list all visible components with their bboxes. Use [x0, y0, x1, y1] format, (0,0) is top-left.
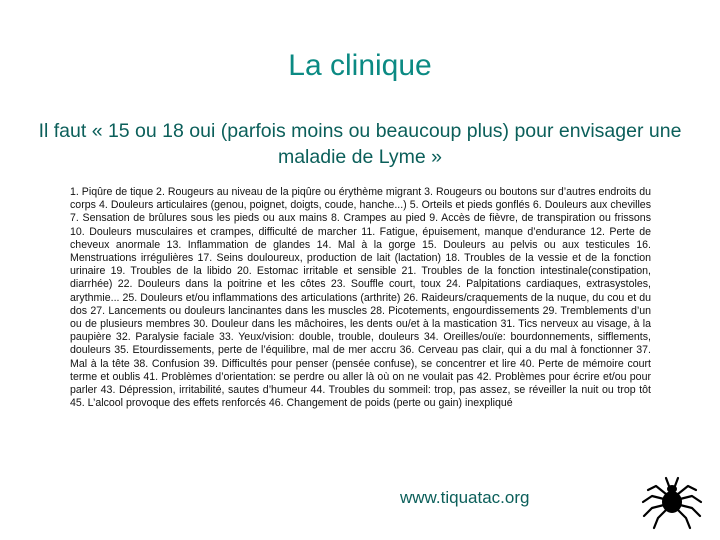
website-url: www.tiquatac.org: [400, 488, 530, 507]
slide-subtitle: Il faut « 15 ou 18 oui (parfois moins ou beaucoup plus) pour envisager une maladie de Lyme »: [38, 120, 682, 168]
slide-title: La clinique: [288, 49, 432, 82]
tick-icon: [640, 472, 704, 532]
symptom-list: 1. Piqûre de tique 2. Rougeurs au niveau de la piqûre ou érythème migrant 3. Rougeurs ou boutons sur d’autres endroits du corps 4. Douleurs articulaires (genou, poignet, doigts, coude, hanche...) 5. Orteils et pieds gonflés 6. Douleurs aux chevilles 7. Sensation de brûlures sous les pieds ou aux mains 8. Crampes au pied 9. Accès de fièvre, de transpiration ou frissons 10. Douleurs musculaires et crampes, difficulté de marcher 11. Fatigue, épuisement, manque d’endurance 12. Perte de cheveux anormale 13. Inflammation de glandes 14. Mal à la gorge 15. Douleurs au pelvis ou aux testicules 16. Menstruations irrégulières 17. Seins douloureux, production de lait (lactation) 18. Troubles de la vessie et de la fonction urinaire 19. Troubles de la libido 20. Estomac irritable et sensible 21. Troubles de la fonction intestinale(constipation, diarrhée) 22. Douleurs dans la poitrine et les côtes 23. Souffle court, toux 24. Palpitations cardiaques, extrasystoles, arythmie... 25. Douleurs et/ou inflammations des articulations (arthrite) 26. Raideurs/craquements de la nuque, du cou et du dos 27. Lancements ou douleurs lancinantes dans les muscles 28. Picotements, engourdissements 29. Tremblements d’un ou de plusieurs membres 30. Douleur dans les mâchoires, les dents ou/et à la mastication 31. Tics nerveux au visage, à la paupière 32. Paralysie faciale 33. Yeux/vision: double, trouble, douleurs 34. Oreilles/ouïe: bourdonnements, sifflements, douleurs 35. Etourdissements, perte de l’équilibre, mal de mer accru 36. Cerveau pas clair, qui a du mal à fonctionner 37. Mal à la tête 38. Confusion 39. Difficultés pour penser (pensée confuse), se concentrer et lire 40. Perte de mémoire court terme et oublis 41. Problèmes d’orientation: se perdre ou aller là où on ne voulait pas 42. Problèmes pour écrire et/ou pour parler 43. Dépression, irritabilité, sautes d’humeur 44. Troubles du sommeil: trop, pas assez, se réveiller la nuit ou trop tôt 45. L’alcool provoque des effets renforcés 46. Changement de poids (perte ou gain) inexpliqué: [70, 186, 651, 410]
